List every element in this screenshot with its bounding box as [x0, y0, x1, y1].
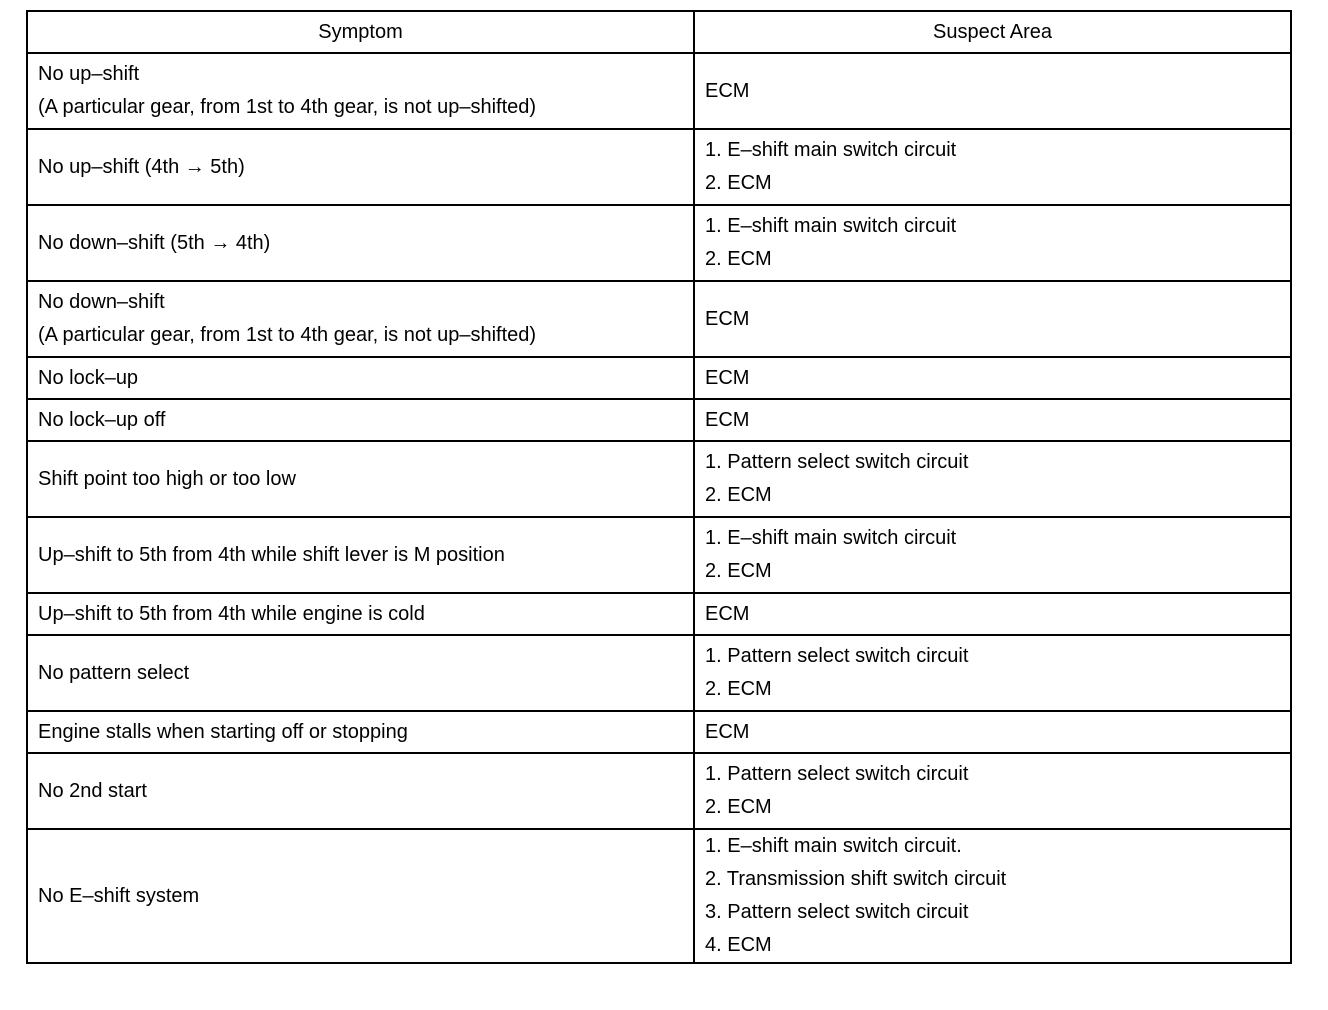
symptom-text: No lock–up	[38, 366, 139, 389]
symptom-text: No down–shift	[38, 291, 165, 313]
suspect-area-text: 2. ECM	[705, 248, 772, 270]
suspect-area-text: 2. ECM	[705, 560, 772, 582]
header-symptom: Symptom	[27, 11, 694, 53]
suspect-area-cell	[694, 517, 1291, 593]
table-row	[27, 517, 1291, 593]
symptom-cell	[27, 129, 694, 205]
table-row	[27, 635, 1291, 711]
suspect-area-cell	[694, 441, 1291, 517]
suspect-area-cell	[694, 711, 1291, 753]
suspect-area-text: 1. Pattern select switch circuit	[705, 645, 969, 667]
symptom-cell	[27, 753, 694, 829]
symptom-cell	[27, 357, 694, 399]
suspect-area-text: ECM	[705, 79, 750, 102]
table-row	[27, 753, 1291, 829]
table-row	[27, 205, 1291, 281]
symptom-text: No down–shift (5th → 4th)	[38, 231, 271, 254]
suspect-area-text: 1. E–shift main switch circuit	[705, 139, 957, 161]
symptom-cell	[27, 441, 694, 517]
table-row	[27, 129, 1291, 205]
table-row	[27, 441, 1291, 517]
symptom-text: No lock–up off	[38, 408, 166, 431]
symptom-cell	[27, 281, 694, 357]
suspect-area-text: 2. ECM	[705, 678, 772, 700]
symptom-text: No E–shift system	[38, 884, 200, 907]
suspect-area-cell	[694, 281, 1291, 357]
symptom-cell	[27, 711, 694, 753]
symptom-text: No 2nd start	[38, 779, 147, 802]
suspect-area-text: 2. Transmission shift switch circuit	[705, 868, 1007, 890]
suspect-area-text: ECM	[705, 408, 750, 431]
suspect-area-text: ECM	[705, 602, 750, 625]
suspect-area-cell	[694, 53, 1291, 129]
suspect-area-text: 4. ECM	[705, 934, 772, 956]
symptom-table	[26, 10, 1292, 964]
symptom-cell	[27, 593, 694, 635]
header-row	[27, 11, 1291, 53]
symptom-cell	[27, 205, 694, 281]
table-row	[27, 357, 1291, 399]
suspect-area-text: ECM	[705, 307, 750, 330]
header-suspect-area: Suspect Area	[694, 11, 1291, 53]
suspect-area-text: 1. E–shift main switch circuit.	[705, 835, 962, 857]
table-row	[27, 53, 1291, 129]
symptom-cell	[27, 53, 694, 129]
symptom-cell	[27, 635, 694, 711]
symptom-text: No pattern select	[38, 661, 190, 684]
table-row	[27, 829, 1291, 963]
suspect-area-text: 2. ECM	[705, 484, 772, 506]
suspect-area-cell	[694, 635, 1291, 711]
symptom-text: (A particular gear, from 1st to 4th gear, is not up–shifted)	[38, 96, 537, 118]
suspect-area-text: 1. Pattern select switch circuit	[705, 451, 969, 473]
suspect-area-text: 3. Pattern select switch circuit	[705, 901, 969, 923]
symptom-text: Up–shift to 5th from 4th while shift lever is M position	[38, 543, 505, 566]
symptom-cell	[27, 399, 694, 441]
suspect-area-cell	[694, 829, 1291, 963]
table-row	[27, 593, 1291, 635]
symptom-text: (A particular gear, from 1st to 4th gear, is not up–shifted)	[38, 324, 537, 346]
suspect-area-text: 1. Pattern select switch circuit	[705, 763, 969, 785]
suspect-area-cell	[694, 593, 1291, 635]
table-row	[27, 399, 1291, 441]
suspect-area-cell	[694, 205, 1291, 281]
suspect-area-text: 2. ECM	[705, 172, 772, 194]
symptom-text: Engine stalls when starting off or stopping	[38, 720, 408, 743]
suspect-area-text: 1. E–shift main switch circuit	[705, 527, 957, 549]
suspect-area-cell	[694, 399, 1291, 441]
suspect-area-cell	[694, 753, 1291, 829]
suspect-area-text: 2. ECM	[705, 796, 772, 818]
symptom-text: No up–shift (4th → 5th)	[38, 155, 245, 178]
symptom-text: Shift point too high or too low	[38, 467, 296, 490]
symptom-text: Up–shift to 5th from 4th while engine is cold	[38, 602, 425, 625]
suspect-area-text: 1. E–shift main switch circuit	[705, 215, 957, 237]
table-row	[27, 281, 1291, 357]
symptom-cell	[27, 829, 694, 963]
table-row	[27, 711, 1291, 753]
symptom-cell	[27, 517, 694, 593]
symptom-text: No up–shift	[38, 63, 140, 85]
suspect-area-cell	[694, 129, 1291, 205]
suspect-area-text: ECM	[705, 720, 750, 743]
suspect-area-cell	[694, 357, 1291, 399]
suspect-area-text: ECM	[705, 366, 750, 389]
